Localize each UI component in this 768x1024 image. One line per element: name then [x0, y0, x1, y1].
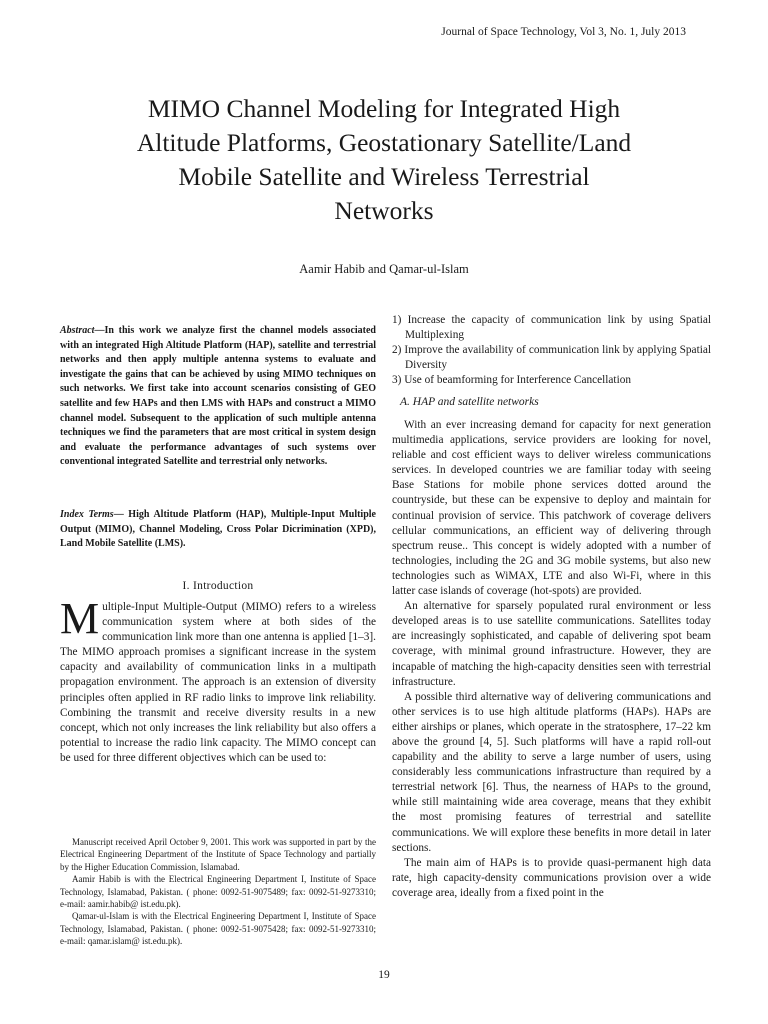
paper-title [60, 92, 708, 228]
list-item: 3) Use of beamforming for Interference Cancellation [392, 374, 632, 386]
abstract-label: Abstract [60, 325, 95, 336]
footnote-author1: Aamir Habib is with the Electrical Engineering Department I, Institute of Space Technology, Islamabad, Pakistan. ( phone: 0092-51-9075489; fax: 0092-51-9273310; e-mail: aamir.habib@ ist.edu.pk). [60, 874, 376, 910]
list-item: 2) Improve the availability of communication link by applying Spatial Diversity [392, 344, 711, 371]
list-item: 1) Increase the capacity of communication link by using Spatial Multiplexing [392, 314, 711, 341]
title-line: Altitude Platforms, Geostationary Satellite/Land [136, 128, 632, 157]
footnote-manuscript: Manuscript received April October 9, 2001. This work was supported in part by the Electrical Engineering Department of the Institute of Space Technology and partially by the Higher Education Commission, Islamabad. [60, 837, 376, 872]
intro-paragraph [60, 594, 376, 766]
index-terms [60, 508, 376, 552]
subsection-heading: A. HAP and satellite networks [400, 396, 539, 408]
intro-text: ultiple-Input Multiple-Output (MIMO) refers to a wireless communication system where at both sides of the communication link more than one antenna is applied [1–3]. The MIMO approach promises a significant increase in the system capacity and availability of communication links in a multipath propagation environment. The approach is an extension of diversity principles often applied in RF radio links to improve link reliability. Combining the transmit and receive diversity results in a new concept, which not only increases the link reliability but also offers a potential to increase the radio link capacity. The MIMO concept can be used for three different objectives which can be used to: [60, 601, 376, 764]
title-line: Mobile Satellite and Wireless Terrestrial [178, 162, 590, 191]
body-paragraph: A possible third alternative way of delivering communications and other services is to use high altitude platforms (HAPs). HAPs are either airships or planes, which operate in the stratosphere, 17–22 km above the ground [4, 5]. Such platforms will have a rapid roll-out capability and the ability to serve a large number of users, using considerably less communications infrastructure than required by a terrestrial network [6]. Thus, the nearness of HAPs to the ground, while still maintaining wide area coverage, means that they exhibit the most promising features of terrestrial and satellite communications. We will explore these benefits in more detail in later sections. [392, 690, 711, 854]
index-terms-label: Index Terms [60, 509, 114, 520]
title-line: MIMO Channel Modeling for Integrated High [147, 94, 621, 123]
index-terms-text: — High Altitude Platform (HAP), Multiple-Input Multiple Output (MIMO), Channel Modeling, Cross Polar Dicrimination (XPD), Land Mobile Satellite (LMS). [60, 509, 376, 550]
authors: Aamir Habib and Qamar-ul-Islam [299, 262, 469, 276]
body-paragraph: The main aim of HAPs is to provide quasi-permanent high data rate, high capacity-density communications provision over a wide coverage area, ideally from a fixed point in the [392, 856, 711, 899]
drop-cap: M [60, 594, 100, 643]
objectives-list [392, 313, 711, 388]
body-paragraph: An alternative for sparsely populated rural environment or less developed areas is to use satellite communications. Satellites today are increasingly sophisticated, and capable of delivering spot beam coverage, with minimal ground infrastructure. However, they are incapable of matching the high-capacity densities seen with terrestrial infrastructure. [392, 600, 711, 688]
journal-header: Journal of Space Technology, Vol 3, No. 1, July 2013 [441, 26, 686, 38]
footnote [60, 836, 376, 948]
body-paragraph: With an ever increasing demand for capacity for next generation multimedia applications, service providers are looking for novel, reliable and cost efficient ways to deliver wireless communications services. In developed countries we are familiar today with seeing Base Stations for mobile phone services dotted around the countryside, but these can be expensive to deploy and maintain for continual provision of service. This patchwork of coverage delivers cellular communications, an efficient way of delivering through spectrum reuse.. This concept is widely adopted with a number of technologies, including the 2G and 3G mobile systems, but also new technologies such as WiMAX, LTE and also Wi-Fi, where in this latter case islands of coverage (hot-spots) are provided. [392, 419, 711, 598]
abstract-text: —In this work we analyze first the channel models associated with an integrated High Altitude Platform (HAP), satellite and terrestrial networks and then apply multiple antenna systems to evaluate and investigate the gains that can be achieved by using MIMO techniques on such networks. We first take into account scenarios consisting of GEO satellite and few HAPs and then LMS with HAPs and construct a MIMO channel model. Subsequent to the application of such multiple antenna techniques we find the parameters that are most critical in system design and evaluate the performance advantages of such systems over conventional integrated Satellite and terrestrial only networks. [60, 325, 376, 468]
footnote-author2: Qamar-ul-Islam is with the Electrical Engineering Department I, Institute of Space Technology, Islamabad, Pakistan. ( phone: 0092-51-9075428; fax: 0092-51-9273310; e-mail: qamar.islam@ ist.edu.pk). [60, 911, 376, 947]
abstract [60, 324, 376, 470]
page-number: 19 [378, 969, 390, 981]
section-heading: I. Introduction [182, 580, 254, 592]
title-line: Networks [334, 196, 434, 225]
right-column-body [392, 418, 711, 901]
